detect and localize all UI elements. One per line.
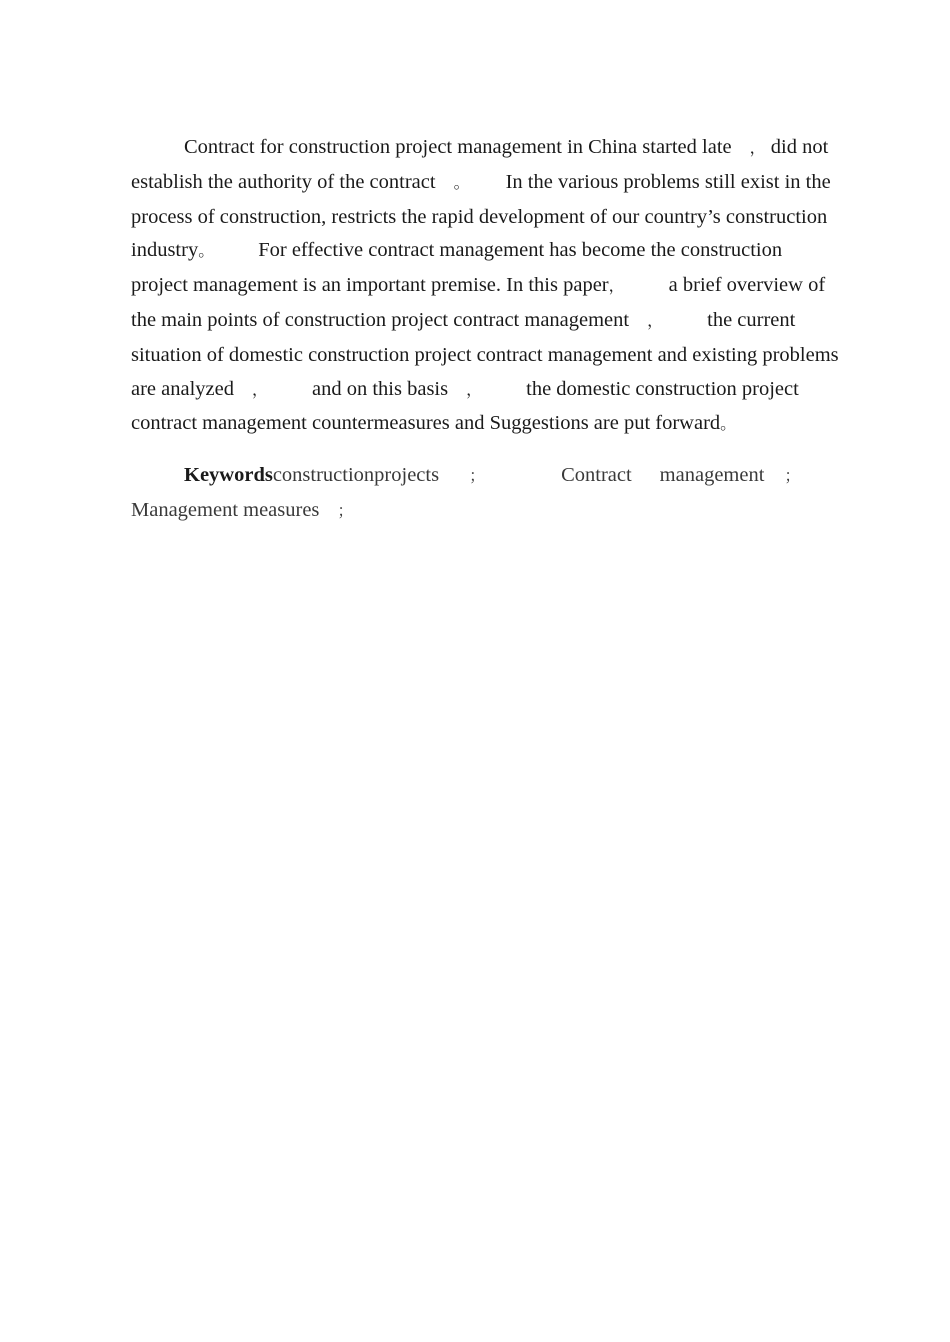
punctuation: ； bbox=[337, 502, 354, 520]
keyword-item: constructionprojects bbox=[272, 464, 440, 487]
keyword-item: Contract bbox=[561, 464, 632, 487]
punctuation: ； bbox=[469, 468, 486, 486]
abstract-text: a brief overview of the main points of construction project contract management bbox=[131, 274, 826, 331]
keywords-paragraph bbox=[131, 459, 843, 529]
abstract-text: the current situation of domestic construction project contract management and existing problems are analyzed bbox=[131, 308, 839, 400]
punctuation: 。 bbox=[198, 243, 215, 261]
abstract-section bbox=[131, 131, 843, 529]
abstract-paragraph bbox=[131, 131, 843, 442]
abstract-text: and on this basis bbox=[312, 377, 449, 400]
keywords-label: Keywords bbox=[184, 464, 273, 487]
abstract-text: the domestic construction project contract management countermeasures and Suggestions are put forward bbox=[131, 377, 799, 435]
abstract-text: Contract for construction project management in China started late bbox=[184, 136, 732, 158]
abstract-text: In the various problems still exist in the process of construction, restricts the rapid development of our country’s construction industry bbox=[131, 170, 831, 262]
punctuation: 。 bbox=[453, 174, 470, 192]
punctuation: ， bbox=[647, 312, 664, 330]
punctuation: ； bbox=[784, 468, 801, 486]
keyword-item: management bbox=[659, 464, 765, 487]
punctuation: ， bbox=[608, 278, 625, 296]
keyword-item: Management measures bbox=[131, 498, 320, 521]
punctuation: ， bbox=[252, 381, 269, 399]
punctuation: ， bbox=[749, 140, 766, 157]
abstract-text: For effective contract management has become the construction project management is an important premise. In this paper bbox=[131, 239, 783, 297]
abstract-text: did not establish the authority of the contract bbox=[131, 136, 829, 193]
punctuation: 。 bbox=[720, 416, 737, 434]
punctuation: ， bbox=[466, 381, 483, 399]
